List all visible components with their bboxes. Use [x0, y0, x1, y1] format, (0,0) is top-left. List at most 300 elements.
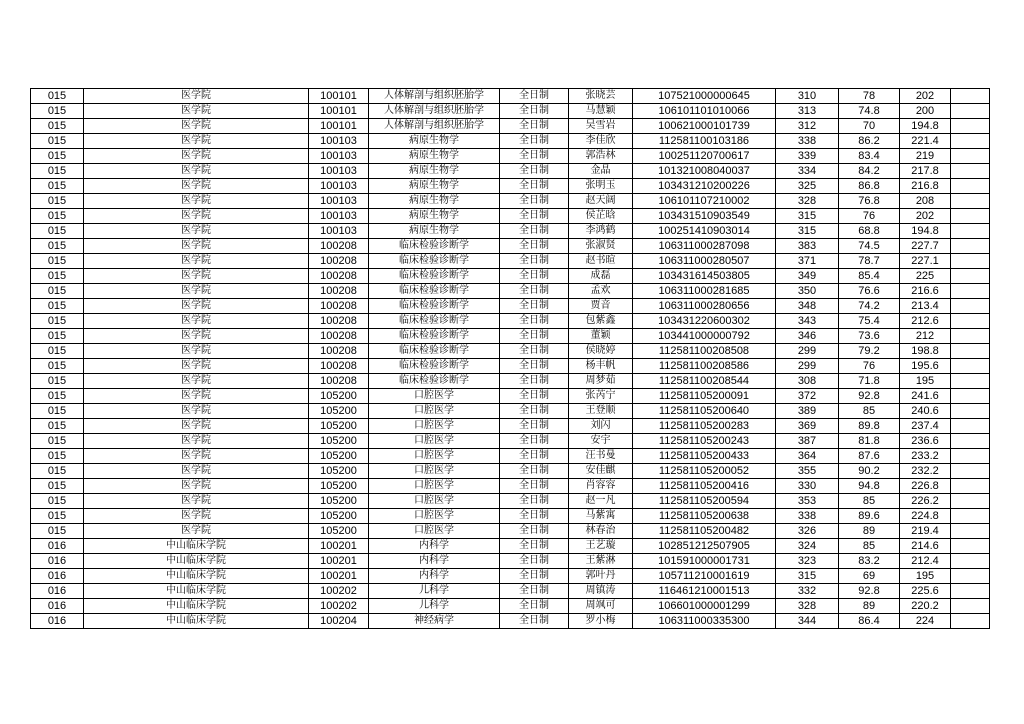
cell-prelim-score: 308 — [776, 374, 839, 389]
cell-major-code: 100208 — [309, 329, 369, 344]
cell-major-code: 100204 — [309, 614, 369, 629]
cell-prelim-score: 369 — [776, 419, 839, 434]
cell-student-name: 安佳麒 — [569, 464, 633, 479]
cell-retest-score: 86.4 — [839, 614, 900, 629]
cell-total-score: 236.6 — [900, 434, 951, 449]
cell-prelim-score: 326 — [776, 524, 839, 539]
cell-dept-name: 医学院 — [84, 119, 309, 134]
cell-student-name: 王登顺 — [569, 404, 633, 419]
cell-empty — [951, 314, 990, 329]
cell-study-mode: 全日制 — [500, 329, 569, 344]
table-row — [31, 179, 990, 194]
cell-empty — [951, 344, 990, 359]
cell-student-name: 董颖 — [569, 329, 633, 344]
cell-total-score: 220.2 — [900, 599, 951, 614]
cell-dept-code: 016 — [31, 569, 84, 584]
cell-student-name: 马紫寓 — [569, 509, 633, 524]
cell-major-name: 人体解剖与组织胚胎学 — [369, 104, 500, 119]
cell-dept-code: 015 — [31, 509, 84, 524]
cell-major-code: 100201 — [309, 569, 369, 584]
table-body — [31, 89, 990, 629]
cell-study-mode: 全日制 — [500, 614, 569, 629]
cell-study-mode: 全日制 — [500, 254, 569, 269]
cell-exam-id: 112581105200052 — [633, 464, 776, 479]
cell-dept-name: 医学院 — [84, 164, 309, 179]
cell-dept-code: 016 — [31, 614, 84, 629]
cell-dept-code: 015 — [31, 209, 84, 224]
cell-major-name: 临床检验诊断学 — [369, 314, 500, 329]
table-row — [31, 329, 990, 344]
cell-prelim-score: 372 — [776, 389, 839, 404]
cell-total-score: 224 — [900, 614, 951, 629]
cell-major-name: 病原生物学 — [369, 194, 500, 209]
cell-exam-id: 107521000000645 — [633, 89, 776, 104]
cell-total-score: 208 — [900, 194, 951, 209]
cell-empty — [951, 89, 990, 104]
cell-dept-name: 医学院 — [84, 314, 309, 329]
cell-dept-name: 医学院 — [84, 299, 309, 314]
cell-exam-id: 103431614503805 — [633, 269, 776, 284]
cell-major-code: 105200 — [309, 419, 369, 434]
cell-retest-score: 90.2 — [839, 464, 900, 479]
cell-exam-id: 112581105200416 — [633, 479, 776, 494]
cell-prelim-score: 350 — [776, 284, 839, 299]
cell-dept-code: 015 — [31, 269, 84, 284]
cell-total-score: 227.1 — [900, 254, 951, 269]
admission-score-table — [30, 88, 990, 629]
cell-study-mode: 全日制 — [500, 344, 569, 359]
cell-study-mode: 全日制 — [500, 464, 569, 479]
cell-student-name: 金晶 — [569, 164, 633, 179]
table-row — [31, 149, 990, 164]
cell-major-name: 人体解剖与组织胚胎学 — [369, 89, 500, 104]
cell-exam-id: 112581105200594 — [633, 494, 776, 509]
table-row — [31, 104, 990, 119]
cell-prelim-score: 330 — [776, 479, 839, 494]
cell-exam-id: 112581105200243 — [633, 434, 776, 449]
cell-retest-score: 81.8 — [839, 434, 900, 449]
cell-empty — [951, 179, 990, 194]
cell-dept-name: 医学院 — [84, 329, 309, 344]
table-row — [31, 434, 990, 449]
table-row — [31, 389, 990, 404]
cell-prelim-score: 387 — [776, 434, 839, 449]
cell-major-name: 临床检验诊断学 — [369, 359, 500, 374]
cell-empty — [951, 359, 990, 374]
cell-dept-code: 015 — [31, 344, 84, 359]
cell-major-name: 口腔医学 — [369, 479, 500, 494]
cell-major-code: 100208 — [309, 344, 369, 359]
table-row — [31, 479, 990, 494]
cell-total-score: 212.6 — [900, 314, 951, 329]
cell-exam-id: 101321008040037 — [633, 164, 776, 179]
cell-dept-code: 015 — [31, 434, 84, 449]
cell-prelim-score: 338 — [776, 134, 839, 149]
cell-total-score: 214.6 — [900, 539, 951, 554]
cell-dept-name: 医学院 — [84, 479, 309, 494]
cell-empty — [951, 569, 990, 584]
cell-prelim-score: 371 — [776, 254, 839, 269]
cell-major-code: 105200 — [309, 524, 369, 539]
cell-major-code: 100103 — [309, 194, 369, 209]
cell-major-name: 内科学 — [369, 554, 500, 569]
cell-empty — [951, 539, 990, 554]
cell-prelim-score: 344 — [776, 614, 839, 629]
cell-retest-score: 73.6 — [839, 329, 900, 344]
cell-major-code: 100208 — [309, 359, 369, 374]
cell-prelim-score: 315 — [776, 569, 839, 584]
table-row — [31, 374, 990, 389]
cell-major-name: 内科学 — [369, 539, 500, 554]
cell-study-mode: 全日制 — [500, 194, 569, 209]
cell-exam-id: 103431220600302 — [633, 314, 776, 329]
cell-retest-score: 86.8 — [839, 179, 900, 194]
cell-dept-name: 医学院 — [84, 89, 309, 104]
cell-dept-code: 015 — [31, 164, 84, 179]
cell-major-name: 口腔医学 — [369, 509, 500, 524]
cell-dept-name: 医学院 — [84, 104, 309, 119]
cell-student-name: 李鸿鹤 — [569, 224, 633, 239]
cell-student-name: 赵一凡 — [569, 494, 633, 509]
cell-exam-id: 106101101010066 — [633, 104, 776, 119]
cell-student-name: 赵天阔 — [569, 194, 633, 209]
cell-major-code: 105200 — [309, 479, 369, 494]
cell-retest-score: 84.2 — [839, 164, 900, 179]
cell-major-code: 105200 — [309, 389, 369, 404]
cell-major-code: 100201 — [309, 554, 369, 569]
cell-student-name: 张晓芸 — [569, 89, 633, 104]
cell-exam-id: 100251410903014 — [633, 224, 776, 239]
cell-dept-code: 016 — [31, 599, 84, 614]
cell-prelim-score: 383 — [776, 239, 839, 254]
cell-empty — [951, 119, 990, 134]
cell-study-mode: 全日制 — [500, 314, 569, 329]
cell-study-mode: 全日制 — [500, 569, 569, 584]
cell-retest-score: 78 — [839, 89, 900, 104]
cell-dept-code: 016 — [31, 539, 84, 554]
cell-prelim-score: 334 — [776, 164, 839, 179]
cell-dept-code: 015 — [31, 119, 84, 134]
table-row — [31, 239, 990, 254]
cell-dept-name: 医学院 — [84, 524, 309, 539]
cell-student-name: 赵书暄 — [569, 254, 633, 269]
cell-retest-score: 76.8 — [839, 194, 900, 209]
cell-student-name: 汪书曼 — [569, 449, 633, 464]
cell-exam-id: 101591000001731 — [633, 554, 776, 569]
table-row — [31, 539, 990, 554]
cell-student-name: 周飒可 — [569, 599, 633, 614]
cell-major-code: 105200 — [309, 404, 369, 419]
cell-dept-name: 医学院 — [84, 239, 309, 254]
cell-retest-score: 86.2 — [839, 134, 900, 149]
table-row — [31, 569, 990, 584]
cell-total-score: 224.8 — [900, 509, 951, 524]
cell-study-mode: 全日制 — [500, 149, 569, 164]
cell-exam-id: 106101107210002 — [633, 194, 776, 209]
cell-retest-score: 85.4 — [839, 269, 900, 284]
cell-dept-name: 医学院 — [84, 224, 309, 239]
cell-exam-id: 105711210001619 — [633, 569, 776, 584]
cell-student-name: 罗小梅 — [569, 614, 633, 629]
cell-total-score: 194.8 — [900, 224, 951, 239]
cell-exam-id: 106311000287098 — [633, 239, 776, 254]
cell-empty — [951, 434, 990, 449]
table-row — [31, 584, 990, 599]
cell-retest-score: 75.4 — [839, 314, 900, 329]
cell-major-name: 病原生物学 — [369, 134, 500, 149]
cell-exam-id: 106311000335300 — [633, 614, 776, 629]
cell-dept-code: 015 — [31, 404, 84, 419]
cell-prelim-score: 315 — [776, 224, 839, 239]
cell-major-code: 100103 — [309, 164, 369, 179]
cell-dept-name: 医学院 — [84, 389, 309, 404]
cell-major-name: 病原生物学 — [369, 179, 500, 194]
cell-empty — [951, 449, 990, 464]
table-row — [31, 299, 990, 314]
cell-retest-score: 87.6 — [839, 449, 900, 464]
cell-study-mode: 全日制 — [500, 554, 569, 569]
cell-study-mode: 全日制 — [500, 389, 569, 404]
cell-study-mode: 全日制 — [500, 584, 569, 599]
cell-total-score: 216.8 — [900, 179, 951, 194]
cell-study-mode: 全日制 — [500, 134, 569, 149]
cell-total-score: 227.7 — [900, 239, 951, 254]
cell-student-name: 王紫淋 — [569, 554, 633, 569]
table-row — [31, 449, 990, 464]
cell-major-name: 病原生物学 — [369, 224, 500, 239]
cell-major-code: 100202 — [309, 584, 369, 599]
cell-retest-score: 68.8 — [839, 224, 900, 239]
cell-empty — [951, 404, 990, 419]
cell-empty — [951, 554, 990, 569]
cell-dept-code: 015 — [31, 239, 84, 254]
cell-major-code: 100103 — [309, 179, 369, 194]
cell-empty — [951, 284, 990, 299]
cell-total-score: 226.2 — [900, 494, 951, 509]
cell-major-code: 100201 — [309, 539, 369, 554]
cell-exam-id: 112581105200283 — [633, 419, 776, 434]
cell-prelim-score: 343 — [776, 314, 839, 329]
cell-dept-name: 医学院 — [84, 134, 309, 149]
cell-total-score: 194.8 — [900, 119, 951, 134]
cell-student-name: 张淑贤 — [569, 239, 633, 254]
cell-retest-score: 76 — [839, 359, 900, 374]
cell-total-score: 232.2 — [900, 464, 951, 479]
cell-empty — [951, 224, 990, 239]
cell-empty — [951, 524, 990, 539]
cell-exam-id: 112581105200638 — [633, 509, 776, 524]
cell-major-name: 临床检验诊断学 — [369, 269, 500, 284]
cell-empty — [951, 389, 990, 404]
table-row — [31, 509, 990, 524]
cell-study-mode: 全日制 — [500, 539, 569, 554]
cell-prelim-score: 353 — [776, 494, 839, 509]
cell-student-name: 马慧颖 — [569, 104, 633, 119]
cell-retest-score: 94.8 — [839, 479, 900, 494]
cell-dept-code: 015 — [31, 374, 84, 389]
cell-dept-name: 医学院 — [84, 419, 309, 434]
cell-dept-name: 医学院 — [84, 284, 309, 299]
cell-dept-code: 015 — [31, 359, 84, 374]
cell-exam-id: 112581100208508 — [633, 344, 776, 359]
cell-dept-code: 015 — [31, 89, 84, 104]
table-row — [31, 344, 990, 359]
cell-major-code: 105200 — [309, 509, 369, 524]
cell-prelim-score: 315 — [776, 209, 839, 224]
cell-retest-score: 74.5 — [839, 239, 900, 254]
cell-major-name: 儿科学 — [369, 584, 500, 599]
cell-prelim-score: 332 — [776, 584, 839, 599]
cell-major-code: 100208 — [309, 269, 369, 284]
cell-major-code: 100103 — [309, 149, 369, 164]
table-row — [31, 284, 990, 299]
cell-student-name: 周梦茹 — [569, 374, 633, 389]
cell-total-score: 219 — [900, 149, 951, 164]
cell-major-code: 105200 — [309, 434, 369, 449]
cell-study-mode: 全日制 — [500, 299, 569, 314]
cell-exam-id: 103431210200226 — [633, 179, 776, 194]
cell-empty — [951, 194, 990, 209]
cell-major-name: 口腔医学 — [369, 434, 500, 449]
cell-major-name: 人体解剖与组织胚胎学 — [369, 119, 500, 134]
cell-retest-score: 78.7 — [839, 254, 900, 269]
cell-major-name: 临床检验诊断学 — [369, 254, 500, 269]
cell-student-name: 李佳欣 — [569, 134, 633, 149]
cell-study-mode: 全日制 — [500, 599, 569, 614]
cell-major-code: 100208 — [309, 254, 369, 269]
cell-major-name: 病原生物学 — [369, 209, 500, 224]
cell-empty — [951, 134, 990, 149]
cell-major-code: 100101 — [309, 119, 369, 134]
cell-retest-score: 83.2 — [839, 554, 900, 569]
cell-empty — [951, 509, 990, 524]
cell-retest-score: 92.8 — [839, 389, 900, 404]
table-row — [31, 224, 990, 239]
cell-major-name: 口腔医学 — [369, 404, 500, 419]
cell-student-name: 王艺璇 — [569, 539, 633, 554]
cell-dept-code: 016 — [31, 554, 84, 569]
cell-study-mode: 全日制 — [500, 404, 569, 419]
cell-retest-score: 79.2 — [839, 344, 900, 359]
cell-study-mode: 全日制 — [500, 419, 569, 434]
cell-total-score: 225 — [900, 269, 951, 284]
cell-major-code: 100202 — [309, 599, 369, 614]
cell-major-name: 临床检验诊断学 — [369, 284, 500, 299]
cell-major-name: 病原生物学 — [369, 149, 500, 164]
cell-dept-code: 015 — [31, 449, 84, 464]
cell-retest-score: 69 — [839, 569, 900, 584]
table-row — [31, 464, 990, 479]
cell-dept-name: 中山临床学院 — [84, 599, 309, 614]
cell-major-code: 100103 — [309, 209, 369, 224]
cell-student-name: 侯晓婷 — [569, 344, 633, 359]
cell-study-mode: 全日制 — [500, 509, 569, 524]
cell-prelim-score: 346 — [776, 329, 839, 344]
cell-dept-name: 医学院 — [84, 194, 309, 209]
cell-major-code: 100101 — [309, 89, 369, 104]
cell-major-name: 口腔医学 — [369, 389, 500, 404]
cell-student-name: 吴雪岩 — [569, 119, 633, 134]
cell-study-mode: 全日制 — [500, 89, 569, 104]
cell-study-mode: 全日制 — [500, 524, 569, 539]
cell-dept-name: 医学院 — [84, 449, 309, 464]
cell-study-mode: 全日制 — [500, 164, 569, 179]
cell-major-name: 临床检验诊断学 — [369, 344, 500, 359]
cell-prelim-score: 389 — [776, 404, 839, 419]
cell-dept-name: 医学院 — [84, 179, 309, 194]
table-row — [31, 209, 990, 224]
cell-total-score: 233.2 — [900, 449, 951, 464]
cell-dept-name: 医学院 — [84, 209, 309, 224]
cell-retest-score: 71.8 — [839, 374, 900, 389]
cell-dept-name: 中山临床学院 — [84, 554, 309, 569]
cell-total-score: 213.4 — [900, 299, 951, 314]
cell-study-mode: 全日制 — [500, 104, 569, 119]
table-row — [31, 524, 990, 539]
cell-study-mode: 全日制 — [500, 224, 569, 239]
cell-prelim-score: 339 — [776, 149, 839, 164]
table-row — [31, 119, 990, 134]
cell-dept-code: 015 — [31, 494, 84, 509]
cell-empty — [951, 614, 990, 629]
cell-dept-name: 医学院 — [84, 344, 309, 359]
cell-study-mode: 全日制 — [500, 434, 569, 449]
cell-study-mode: 全日制 — [500, 479, 569, 494]
cell-dept-code: 015 — [31, 224, 84, 239]
cell-major-name: 儿科学 — [369, 599, 500, 614]
cell-retest-score: 76.6 — [839, 284, 900, 299]
cell-exam-id: 102851212507905 — [633, 539, 776, 554]
cell-total-score: 212.4 — [900, 554, 951, 569]
cell-study-mode: 全日制 — [500, 269, 569, 284]
cell-exam-id: 112581105200640 — [633, 404, 776, 419]
cell-student-name: 郭叶丹 — [569, 569, 633, 584]
cell-total-score: 237.4 — [900, 419, 951, 434]
cell-retest-score: 85 — [839, 404, 900, 419]
cell-dept-code: 015 — [31, 524, 84, 539]
cell-prelim-score: 299 — [776, 344, 839, 359]
cell-major-code: 100208 — [309, 314, 369, 329]
cell-major-name: 临床检验诊断学 — [369, 374, 500, 389]
cell-major-code: 100103 — [309, 134, 369, 149]
cell-major-name: 内科学 — [369, 569, 500, 584]
cell-major-name: 临床检验诊断学 — [369, 299, 500, 314]
cell-dept-name: 医学院 — [84, 494, 309, 509]
cell-empty — [951, 419, 990, 434]
cell-exam-id: 103441000000792 — [633, 329, 776, 344]
table-row — [31, 269, 990, 284]
table-row — [31, 554, 990, 569]
cell-prelim-score: 323 — [776, 554, 839, 569]
cell-total-score: 200 — [900, 104, 951, 119]
cell-prelim-score: 325 — [776, 179, 839, 194]
cell-study-mode: 全日制 — [500, 284, 569, 299]
cell-total-score: 219.4 — [900, 524, 951, 539]
cell-dept-code: 015 — [31, 299, 84, 314]
cell-major-name: 口腔医学 — [369, 419, 500, 434]
cell-study-mode: 全日制 — [500, 374, 569, 389]
cell-empty — [951, 479, 990, 494]
cell-empty — [951, 464, 990, 479]
cell-study-mode: 全日制 — [500, 359, 569, 374]
cell-empty — [951, 209, 990, 224]
cell-exam-id: 112581100103186 — [633, 134, 776, 149]
cell-dept-code: 015 — [31, 389, 84, 404]
cell-total-score: 221.4 — [900, 134, 951, 149]
cell-student-name: 周镇涛 — [569, 584, 633, 599]
cell-major-name: 口腔医学 — [369, 464, 500, 479]
cell-dept-code: 015 — [31, 149, 84, 164]
